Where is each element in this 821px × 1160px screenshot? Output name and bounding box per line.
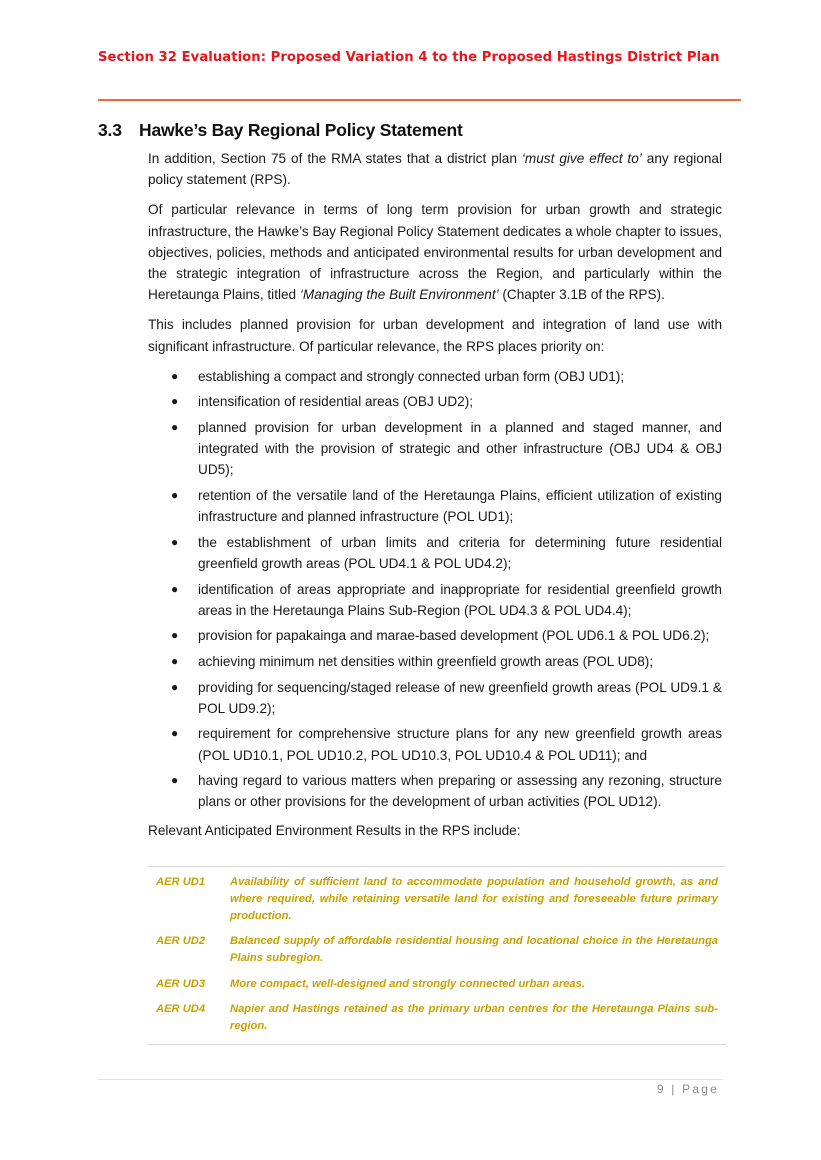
aer-code: AER UD1 [156, 876, 206, 888]
bullet-icon: ● [171, 534, 179, 549]
section-number: 3.3 [98, 120, 122, 140]
page-number: 9 | Page [656, 1082, 719, 1096]
aer-code: AER UD2 [156, 935, 206, 948]
aer-code: AER UD4 [156, 1003, 206, 1016]
paragraph-rma-section-75: In addition, Section 75 of the RMA states that a district plan ‘must give effect to’ any regional policy statement (RPS). [148, 151, 723, 188]
paragraph-priorities-intro: This includes planned provision for urban development and integration of land use with significant infrastructure. Of particular relevance, the RPS places priority on: [148, 317, 722, 354]
bullet-icon: ● [171, 394, 179, 409]
running-header: Section 32 Evaluation: Proposed Variation 4 to the Proposed Hastings District Plan [98, 50, 720, 65]
aer-description: More compact, well-designed and strongly connected urban areas. [230, 977, 585, 990]
bullet-icon: ● [171, 420, 179, 435]
header-divider [98, 99, 741, 101]
chapter-title-emphasis: ‘Managing the Built Environment’ [299, 287, 499, 303]
aer-description: Balanced supply of affordable residential housing and locational choice in the Heretaunga Plains subregion. [230, 935, 718, 965]
list-item: ● planned provision for urban development in a planned and staged manner, and integrated with the provision of strategic and other infrastructure (OBJ UD4 & OBJ UD5); [148, 417, 722, 481]
list-item: ● retention of the versatile land of the Heretaunga Plains, efficient utilization of existing infrastructure and planned infrastructure (POL UD1); [148, 485, 722, 527]
bullet-icon: ● [171, 628, 179, 643]
bullet-icon: ● [171, 726, 179, 741]
paragraph-aer-intro: Relevant Anticipated Environment Results in the RPS include: [148, 822, 521, 838]
list-item: ● achieving minimum net densities within greenfield growth areas (POL UD8); [148, 651, 722, 672]
emphasis-text: ‘must give effect to’ [521, 151, 642, 166]
priority-list [148, 366, 722, 813]
bullet-icon: ● [171, 488, 179, 503]
bullet-icon: ● [171, 368, 179, 383]
table-row [148, 933, 726, 967]
list-item: ● identification of areas appropriate and inappropriate for residential greenfield growth areas in the Heretaunga Plains Sub-Region (POL UD4.3 & POL UD4.4); [148, 579, 722, 621]
list-item: ● requirement for comprehensive structure plans for any new greenfield growth areas (POL UD10.1, POL UD10.2, POL UD10.3, POL UD10.4 & POL UD11); and [148, 723, 722, 765]
aer-code: AER UD3 [156, 977, 206, 990]
bullet-icon: ● [171, 773, 179, 788]
footer-divider [97, 1079, 723, 1080]
table-row [148, 976, 726, 993]
section-body [148, 148, 722, 850]
aer-description: Napier and Hastings retained as the primary urban centres for the Heretaunga Plains sub-region. [230, 1003, 718, 1033]
bullet-icon: ● [171, 654, 179, 668]
list-item: ● having regard to various matters when preparing or assessing any rezoning, structure plans or other provisions for the development of urban activities (POL UD12). [148, 770, 722, 812]
list-item: ● providing for sequencing/staged release of new greenfield growth areas (POL UD9.1 & POL UD9.2); [148, 677, 722, 719]
section-title: Hawke’s Bay Regional Policy Statement [139, 120, 463, 140]
aer-table [148, 866, 726, 1045]
section-heading [98, 120, 463, 141]
list-item: ● intensification of residential areas (OBJ UD2); [148, 391, 722, 412]
table-row [148, 874, 726, 925]
paragraph-urban-growth: Of particular relevance in terms of long term provision for urban growth and strategic infrastructure, the Hawke’s Bay Regional Policy Statement dedicates a whole chapter to issues, objectives, policies, methods and anticipated environmental results for urban development and the strategic integration of infrastructure across the Region, and particularly within the Heretaunga Plains, titled ‘Managing the Built Environment’ (Chapter 3.1B of the RPS). [148, 202, 723, 303]
bullet-icon: ● [171, 581, 179, 596]
bullet-icon: ● [171, 679, 179, 694]
aer-description: Availability of sufficient land to accommodate population and household growth, as and where required, while retaining versatile land for existing and foreseeable future primary production. [230, 876, 718, 922]
table-row [148, 1001, 726, 1035]
list-item: ● establishing a compact and strongly connected urban form (OBJ UD1); [148, 366, 722, 387]
list-item: ● provision for papakainga and marae-based development (POL UD6.1 & POL UD6.2); [148, 625, 722, 646]
list-item: ● the establishment of urban limits and criteria for determining future residential greenfield growth areas (POL UD4.1 & POL UD4.2); [148, 532, 722, 574]
